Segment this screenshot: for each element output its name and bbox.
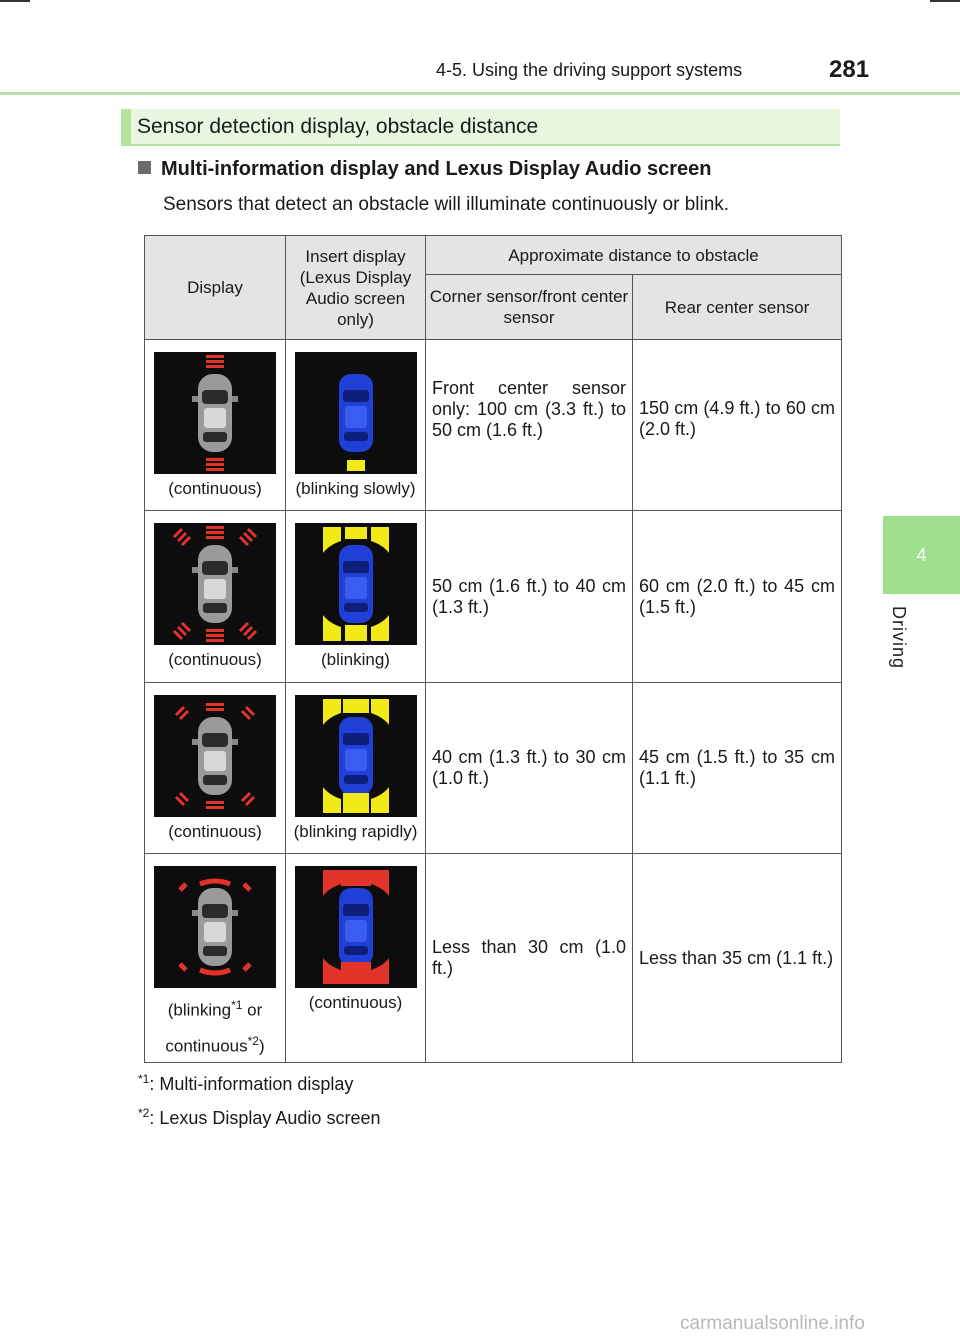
insert-caption: (blinking rapidly) [293,822,418,841]
rear-distance: 60 cm (2.0 ft.) to 45 cm (1.5 ft.) [633,511,842,683]
insert-caption: (blinking slowly) [295,479,416,498]
header-title: 4-5. Using the driving support systems [436,60,743,80]
subsection-heading [138,158,711,181]
chapter-tab[interactable] [883,516,960,594]
sensor-display-image [154,695,276,817]
insert-caption: (continuous) [308,993,403,1012]
insert-caption: (blinking) [321,650,390,669]
insert-display-image [295,866,417,988]
header-approx-distance: Approximate distance to obstacle [426,236,842,275]
display-caption: (blinking$^{*1}$ or continuous$^{*2}$) [165,998,265,1056]
section-heading: Sensor detection display, obstacle distance [121,109,840,146]
header-rear-sensor: Rear center sensor [633,275,842,340]
corner-distance: 40 cm (1.3 ft.) to 30 cm (1.0 ft.) [426,683,633,854]
display-cell [145,854,286,1063]
sensor-display-image [154,352,276,474]
chapter-number: 4 [916,544,927,565]
table-row [145,854,842,1063]
rear-distance: Less than 35 cm (1.1 ft.) [633,854,842,1063]
footnote-1: $^{*1}$: Multi-information display [138,1072,354,1094]
display-cell [145,511,286,683]
sensor-display-image [154,523,276,645]
display-caption: (continuous) [168,822,262,841]
corner-distance: Less than 30 cm (1.0 ft.) [426,854,633,1063]
sensor-display-image [154,866,276,988]
crop-mark-left [0,0,30,2]
table-row [145,340,842,511]
table-row [145,683,842,854]
subsection-title: Multi-information display and Lexus Display Audio screen [161,158,712,180]
table-row [145,511,842,683]
insert-cell [286,854,426,1063]
insert-cell [286,511,426,683]
insert-cell [286,683,426,854]
sensor-distance-table [144,235,842,1063]
rear-distance: 150 cm (4.9 ft.) to 60 cm (2.0 ft.) [633,340,842,511]
corner-distance: 50 cm (1.6 ft.) to 40 cm (1.3 ft.) [426,511,633,683]
page-number: 281 [829,56,870,83]
rear-distance: 45 cm (1.5 ft.) to 35 cm (1.1 ft.) [633,683,842,854]
header-insert-display: Insert display (Lexus Display Audio screen only) [286,236,426,340]
display-caption: (continuous) [168,479,262,498]
insert-display-image [295,695,417,817]
header-corner-sensor: Corner sensor/front center sensor [426,275,633,340]
footnote-2: $^{*2}$: Lexus Display Audio screen [138,1106,381,1128]
display-cell [145,683,286,854]
intro-text: Sensors that detect an obstacle will illuminate continuously or blink. [163,194,730,215]
crop-mark-right [930,0,960,2]
watermark-text: carmanualsonline.info [680,1313,865,1334]
header-display: Display [145,236,286,340]
display-caption: (continuous) [168,650,262,669]
insert-display-image [295,523,417,645]
display-cell [145,340,286,511]
square-bullet-icon [138,161,151,174]
corner-distance: Front center sensor only: 100 cm (3.3 ft.) to 50 cm (1.6 ft.) [426,340,633,511]
insert-cell [286,340,426,511]
chapter-label: Driving [889,606,909,670]
insert-display-image [295,352,417,474]
header-rule [0,92,960,95]
